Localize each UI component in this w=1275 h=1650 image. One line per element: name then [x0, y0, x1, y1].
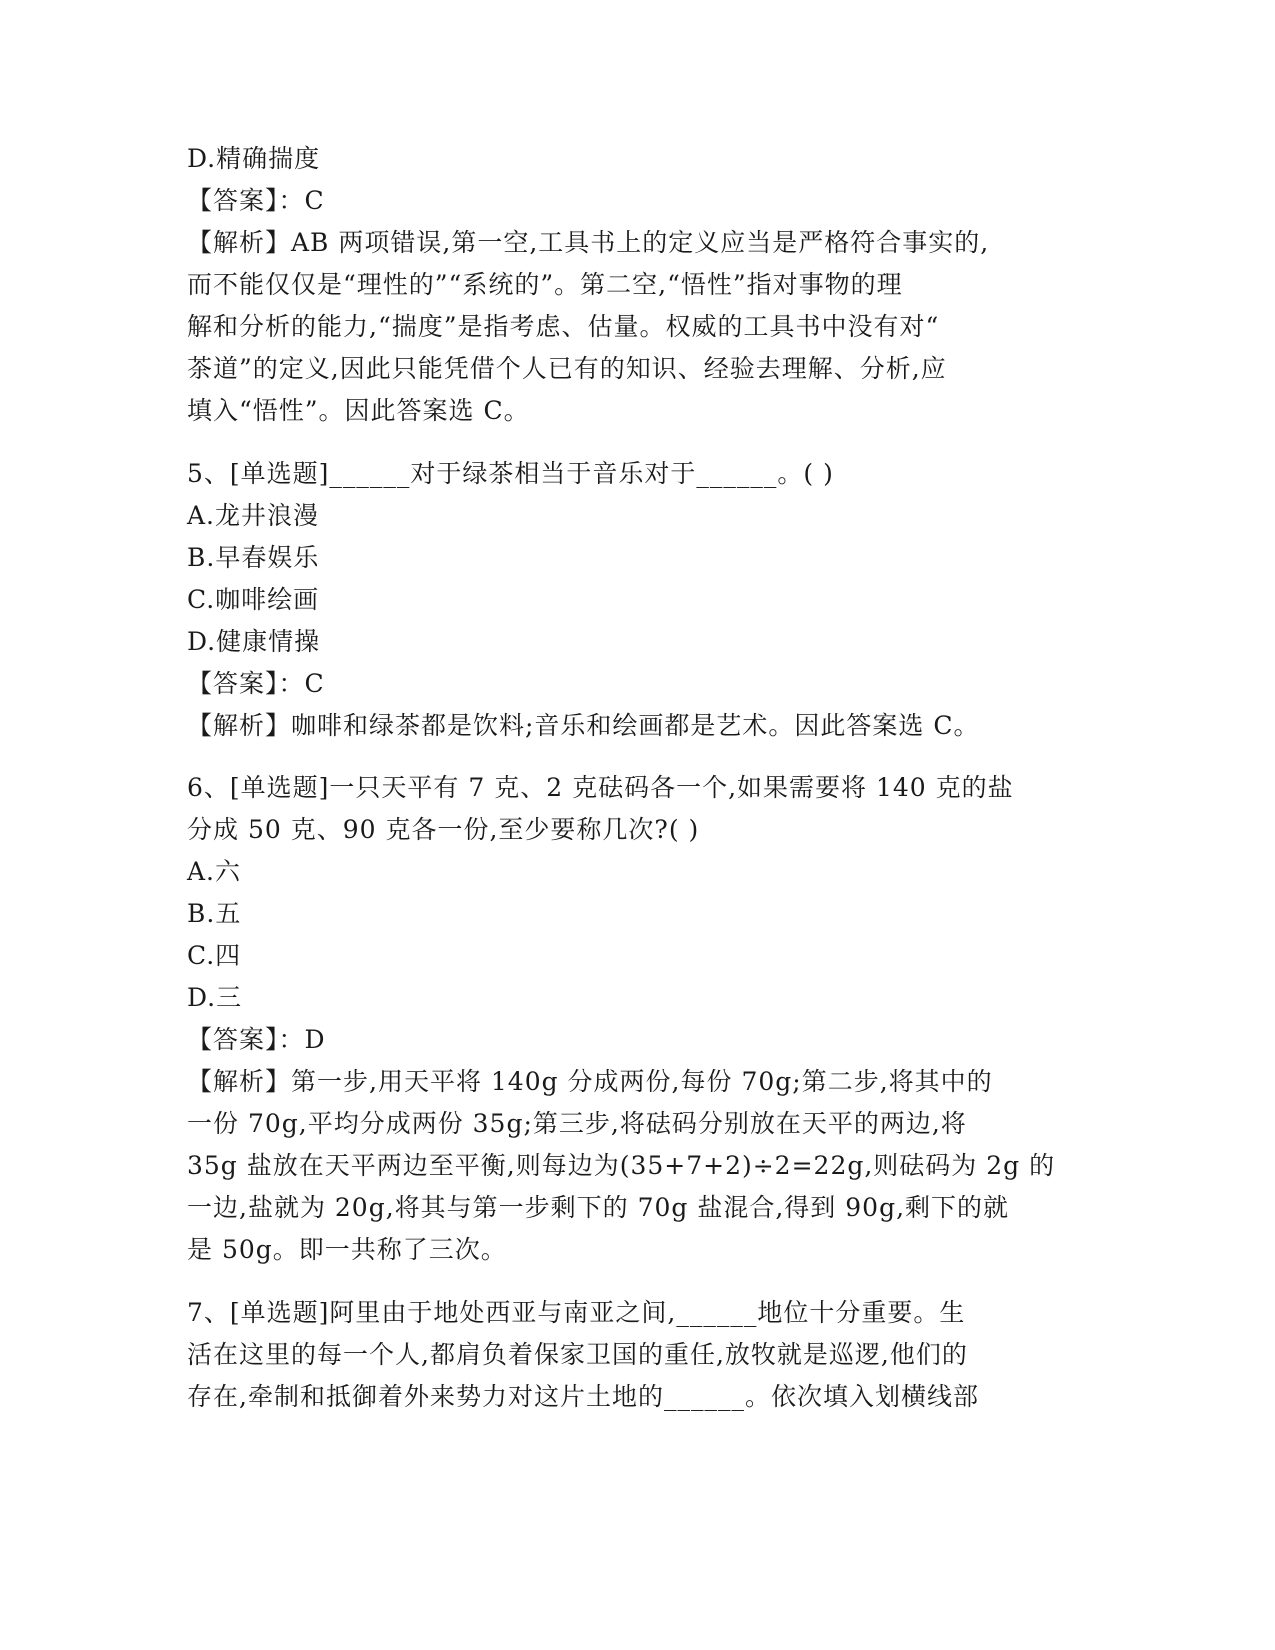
q7-stem-line: 存在,牵制和抵御着外来势力对这片土地的______。依次填入划横线部: [187, 1382, 979, 1411]
q5-option-b: B.早春娱乐: [187, 543, 320, 572]
q4-analysis-line: 茶道”的定义,因此只能凭借个人已有的知识、经验去理解、分析,应: [187, 354, 947, 383]
q6-option-d: D.三: [187, 983, 243, 1012]
q6-analysis-line: 一边,盐就为 20g,将其与第一步剩下的 70g 盐混合,得到 90g,剩下的就: [187, 1193, 1010, 1222]
q6-stem-line: 分成 50 克、90 克各一份,至少要称几次?( ): [187, 815, 700, 844]
q4-answer: 【答案】：C: [187, 186, 325, 215]
q6-analysis-line: 【解析】第一步,用天平将 140g 分成两份,每份 70g;第二步,将其中的: [187, 1067, 993, 1096]
q5-option-d: D.健康情操: [187, 627, 321, 656]
q7-stem-line: 7、[单选题]阿里由于地处西亚与南亚之间,______地位十分重要。生: [187, 1298, 966, 1327]
q4-analysis-line: 而不能仅仅是“理性的”“系统的”。第二空,“悟性”指对事物的理: [187, 270, 903, 299]
q7-stem-line: 活在这里的每一个人,都肩负着保家卫国的重任,放牧就是巡逻,他们的: [187, 1340, 968, 1369]
q6-option-a: A.六: [187, 857, 242, 886]
q4-analysis-line: 填入“悟性”。因此答案选 C。: [187, 396, 530, 425]
q6-option-b: B.五: [187, 899, 242, 928]
q4-analysis-line: 【解析】AB 两项错误,第一空,工具书上的定义应当是严格符合事实的,: [187, 228, 990, 257]
q5-analysis: 【解析】咖啡和绿茶都是饮料;音乐和绘画都是艺术。因此答案选 C。: [187, 711, 980, 740]
q6-analysis-line: 一份 70g,平均分成两份 35g;第三步,将砝码分别放在天平的两边,将: [187, 1109, 967, 1138]
q6-option-c: C.四: [187, 941, 242, 970]
q6-analysis-line: 35g 盐放在天平两边至平衡,则每边为(35+7+2)÷2=22g,则砝码为 2g 的: [187, 1151, 1056, 1180]
q5-option-a: A.龙井浪漫: [187, 501, 320, 530]
q5-answer: 【答案】：C: [187, 669, 325, 698]
q4-option-d: D.精确揣度: [187, 144, 321, 173]
q6-stem-line: 6、[单选题]一只天平有 7 克、2 克砝码各一个,如果需要将 140 克的盐: [187, 773, 1014, 802]
q5-option-c: C.咖啡绘画: [187, 585, 320, 614]
q6-analysis-line: 是 50g。即一共称了三次。: [187, 1235, 507, 1264]
q5-stem: 5、[单选题]______对于绿茶相当于音乐对于______。( ): [187, 459, 834, 488]
q6-answer: 【答案】：D: [187, 1025, 326, 1054]
q4-analysis-line: 解和分析的能力,“揣度”是指考虑、估量。权威的工具书中没有对“: [187, 312, 940, 341]
